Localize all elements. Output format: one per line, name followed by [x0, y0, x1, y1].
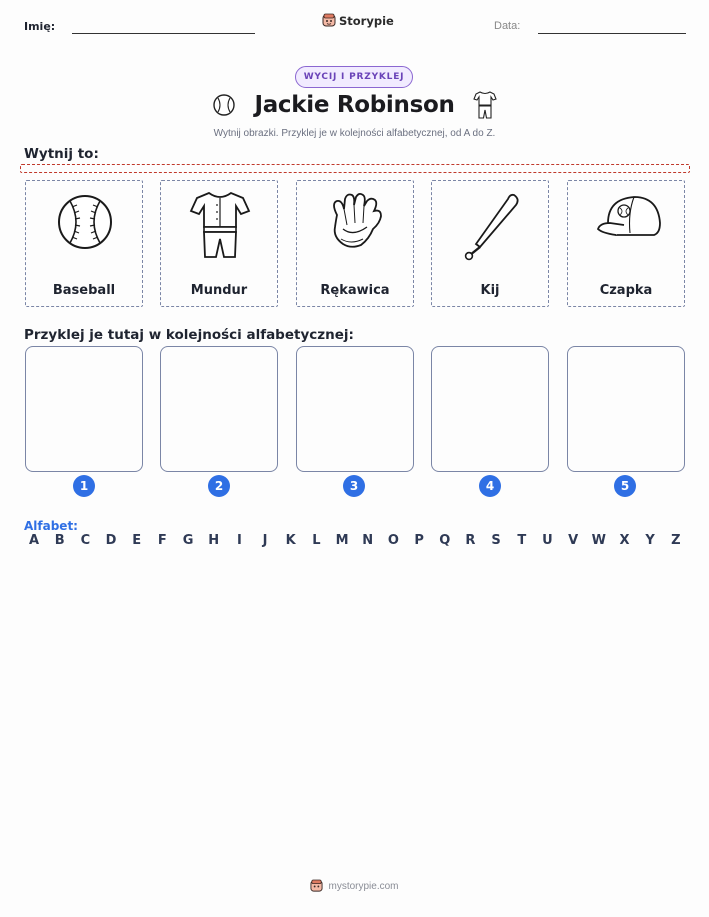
paste-slot-4[interactable]	[431, 346, 549, 472]
name-field-line[interactable]	[72, 33, 255, 34]
alphabet-letter: N	[362, 533, 374, 548]
card-label-uniform: Mundur	[190, 283, 248, 298]
alphabet-letter: S	[491, 533, 501, 548]
storypie-logo	[322, 13, 394, 28]
alphabet-letter: K	[285, 533, 296, 548]
slot-number-1: 1	[73, 475, 95, 497]
paste-slot-3[interactable]	[296, 346, 414, 472]
alphabet-letter: E	[132, 533, 142, 548]
alphabet-letter: Z	[671, 533, 681, 548]
alphabet-letter: M	[335, 533, 349, 548]
storypie-mascot-icon	[322, 13, 336, 28]
footer-url[interactable]: mystorypie.com	[328, 880, 399, 892]
alphabet-letter: L	[312, 533, 321, 548]
title-row	[0, 90, 709, 120]
baseball-icon	[52, 189, 118, 255]
instructions-text: Wytnij obrazki. Przyklej je w kolejności alfabetycznej, od A do Z.	[213, 128, 496, 139]
paste-slot-2[interactable]	[160, 346, 278, 472]
glove-icon	[323, 189, 389, 255]
cut-line	[20, 164, 690, 173]
cap-icon	[594, 189, 664, 249]
card-label-baseball: Baseball	[52, 283, 116, 298]
card-label-bat: Kij	[480, 283, 500, 298]
cut-section-label: Wytnij to:	[24, 146, 99, 162]
page-title: Jackie Robinson	[254, 92, 455, 118]
alphabet-row	[25, 533, 685, 548]
alphabet-letter: U	[542, 533, 553, 548]
date-field-line[interactable]	[538, 33, 686, 34]
alphabet-letter: W	[591, 533, 606, 548]
footer	[0, 879, 709, 893]
paste-slot-5[interactable]	[567, 346, 685, 472]
alphabet-title: Alfabet:	[24, 519, 78, 533]
uniform-icon	[187, 189, 253, 261]
name-label: Imię:	[24, 20, 56, 33]
card-label-cap: Czapka	[599, 283, 653, 298]
bat-icon	[458, 189, 524, 261]
alphabet-letter: C	[80, 533, 91, 548]
cut-card-baseball[interactable]	[25, 180, 143, 307]
logo-text: Storypie	[339, 13, 394, 28]
cut-card-cap[interactable]	[567, 180, 685, 307]
alphabet-letter: J	[262, 533, 268, 548]
cut-card-glove[interactable]	[296, 180, 414, 307]
slot-number-4: 4	[479, 475, 501, 497]
alphabet-letter: P	[414, 533, 424, 548]
alphabet-letter: A	[28, 533, 40, 548]
alphabet-letter: T	[517, 533, 527, 548]
alphabet-letter: F	[157, 533, 167, 548]
paste-slot-1[interactable]	[25, 346, 143, 472]
slot-number-3: 3	[343, 475, 365, 497]
cut-card-uniform[interactable]	[160, 180, 278, 307]
uniform-icon	[473, 90, 497, 120]
alphabet-letter: X	[619, 533, 630, 548]
alphabet-letter: Q	[439, 533, 451, 548]
alphabet-letter: Y	[645, 533, 655, 548]
alphabet-letter: O	[387, 533, 399, 548]
alphabet-letter: H	[208, 533, 220, 548]
storypie-mascot-icon	[310, 879, 323, 893]
paste-section-label: Przyklej je tutaj w kolejności alfabetycznej:	[24, 327, 354, 343]
alphabet-letter: G	[182, 533, 194, 548]
activity-type-badge: WYCIJ I PRZYKLEJ	[295, 66, 413, 88]
alphabet-letter: D	[105, 533, 117, 548]
baseball-icon	[212, 93, 236, 117]
date-label: Data:	[494, 20, 521, 32]
slot-number-5: 5	[614, 475, 636, 497]
alphabet-letter: R	[465, 533, 476, 548]
slot-number-2: 2	[208, 475, 230, 497]
cut-card-bat[interactable]	[431, 180, 549, 307]
alphabet-letter: V	[568, 533, 579, 548]
card-label-glove: Rękawica	[320, 283, 390, 298]
alphabet-letter: I	[236, 533, 242, 548]
alphabet-letter: B	[54, 533, 65, 548]
